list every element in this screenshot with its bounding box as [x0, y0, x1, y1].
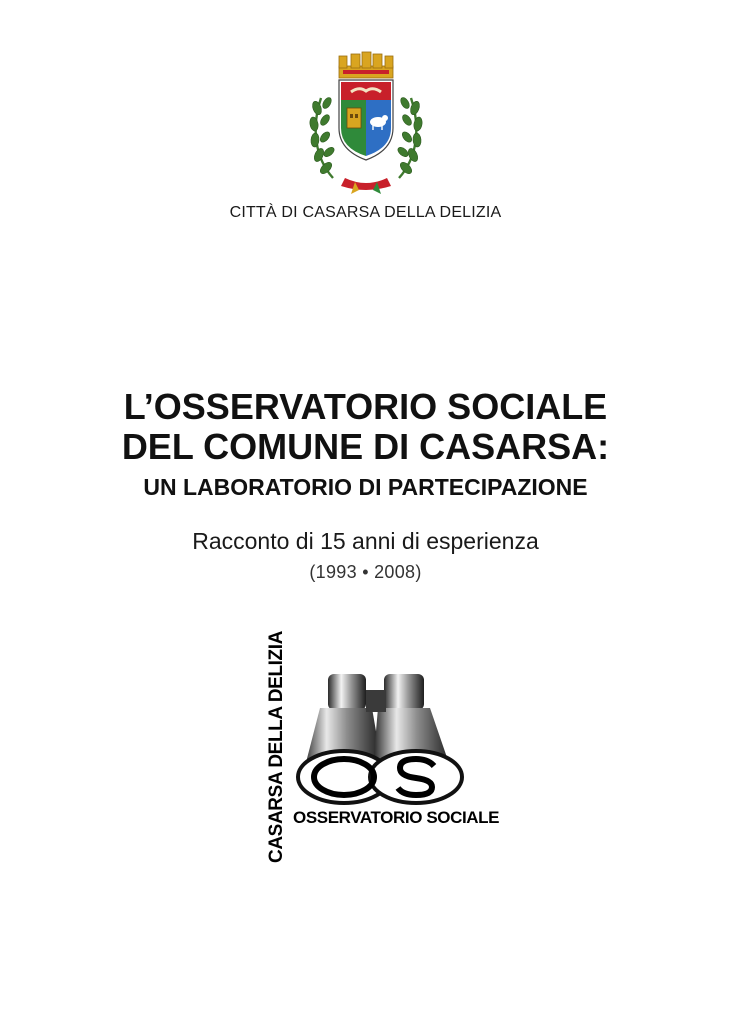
years-range: (1993 • 2008) — [309, 562, 422, 582]
logo-vertical-text — [262, 631, 292, 863]
title-line-2: DEL COMUNE DI CASARSA: — [121, 426, 610, 467]
city-name: CITTÀ DI CASARSA DELLA DELIZIA — [229, 204, 502, 221]
logo-bottom-text: OSSERVATORIO SOCIALE — [293, 808, 500, 827]
logo-vertical-label: CASARSA DELLA DELIZIA — [266, 631, 287, 863]
coat-of-arms-icon — [305, 48, 427, 196]
subtitle: Racconto di 15 anni di esperienza — [192, 528, 539, 554]
title-line-1: L’OSSERVATORIO SOCIALE — [123, 386, 608, 427]
title-line-3: UN LABORATORIO DI PARTECIPAZIONE — [143, 474, 588, 500]
